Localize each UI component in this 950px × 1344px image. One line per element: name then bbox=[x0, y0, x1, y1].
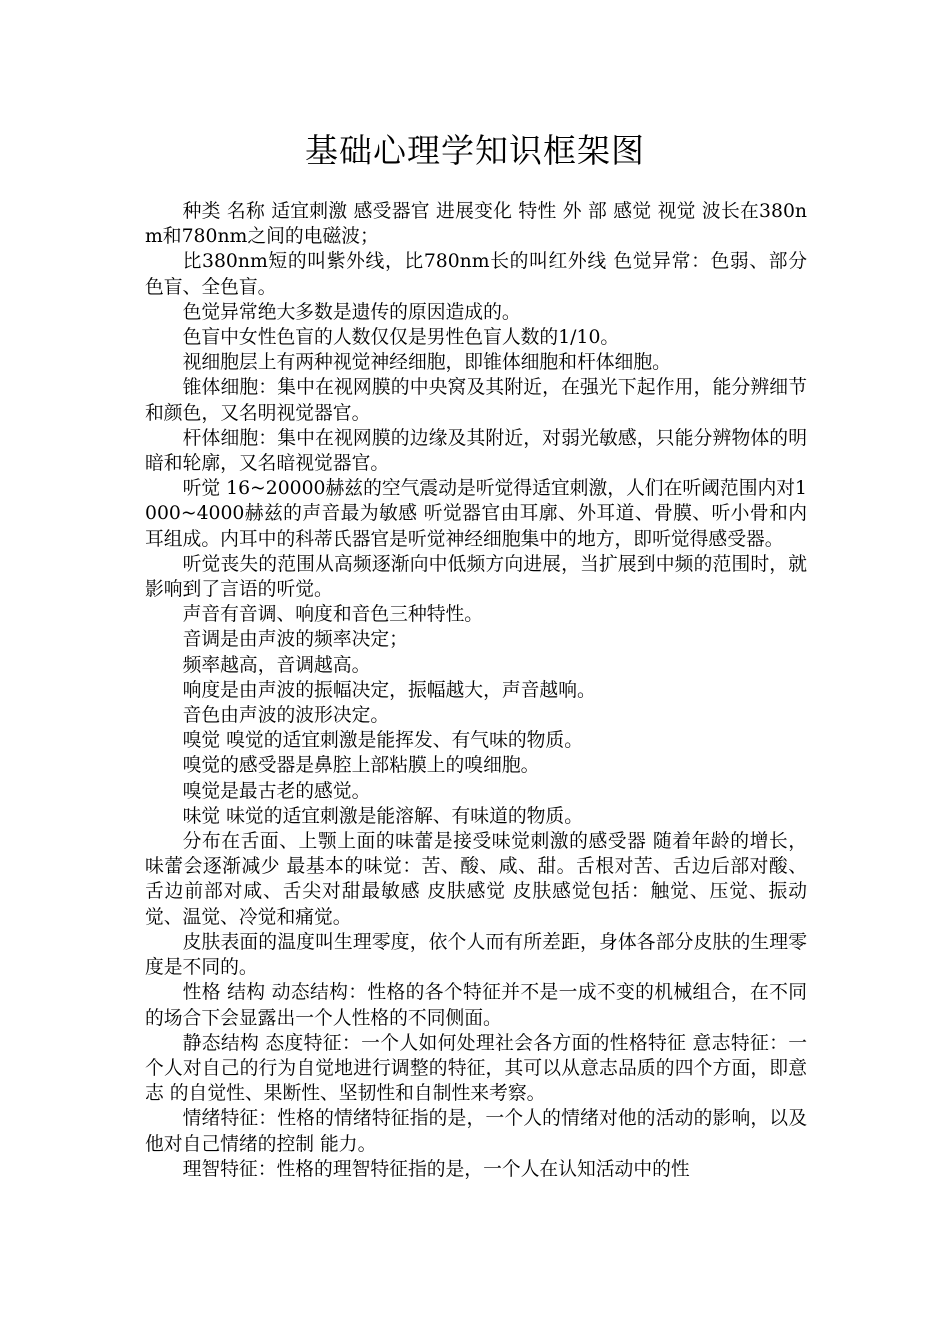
paragraph-7: 杆体细胞：集中在视网膜的边缘及其附近，对弱光敏感，只能分辨物体的明暗和轮廓，又名暗视觉器官。 bbox=[145, 427, 807, 475]
document-body bbox=[145, 199, 807, 1182]
page-title: 基础心理学知识框架图 bbox=[305, 131, 645, 170]
paragraph-22: 静态结构 态度特征：一个人如何处理社会各方面的性格特征 意志特征：一个人对自己的行为自觉地进行调整的特征，其可以从意志品质的四个方面，即意志 的自觉性、果断性、坚韧性和自制性来考察。 bbox=[145, 1032, 807, 1105]
paragraph-16: 嗅觉的感受器是鼻腔上部粘膜上的嗅细胞。 bbox=[182, 755, 540, 777]
paragraph-11: 音调是由声波的频率决定； bbox=[182, 629, 408, 651]
paragraph-8: 听觉 16~20000赫兹的空气震动是听觉得适宜刺激，人们在听阈范围内对1000~4000赫兹的声音最为敏感 听觉器官由耳廓、外耳道、骨膜、听小骨和内耳组成。内耳中的科蒂氏器官是听觉神经细胞集中的地方，即听觉得感受器。 bbox=[145, 478, 807, 550]
paragraph-5: 视细胞层上有两种视觉神经细胞，即锥体细胞和杆体细胞。 bbox=[182, 352, 671, 374]
paragraph-4: 色盲中女性色盲的人数仅仅是男性色盲人数的1/10。 bbox=[182, 327, 620, 349]
paragraph-1: 种类 名称 适宜刺激 感受器官 进展变化 特性 外 部 感觉 视觉 波长在380nm和780nm之间的电磁波； bbox=[145, 201, 807, 248]
paragraph-23: 情绪特征：性格的情绪特征指的是，一个人的情绪对他的活动的影响，以及他对自己情绪的控制 能力。 bbox=[145, 1108, 807, 1155]
paragraph-19: 分布在舌面、上颚上面的味蕾是接受味觉刺激的感受器 随着年龄的增长，味蕾会逐渐减少 最基本的味觉：苦、酸、咸、甜。舌根对苦、舌边后部对酸、舌边前部对咸、舌尖对甜最敏感 皮肤感觉 皮肤感觉包括：触觉、压觉、振动觉、温觉、冷觉和痛觉。 bbox=[145, 831, 807, 928]
paragraph-24: 理智特征：性格的理智特征指的是，一个人在认知活动中的性 bbox=[182, 1158, 690, 1180]
paragraph-9: 听觉丧失的范围从高频逐渐向中低频方向进展，当扩展到中频的范围时，就影响到了言语的听觉。 bbox=[145, 553, 807, 601]
paragraph-18: 味觉 味觉的适宜刺激是能溶解、有味道的物质。 bbox=[182, 805, 583, 827]
paragraph-14: 音色由声波的波形决定。 bbox=[182, 705, 390, 727]
paragraph-3: 色觉异常绝大多数是遗传的原因造成的。 bbox=[182, 301, 521, 323]
paragraph-13: 响度是由声波的振幅决定，振幅越大，声音越响。 bbox=[182, 679, 596, 701]
paragraph-21: 性格 结构 动态结构：性格的各个特征并不是一成不变的机械组合，在不同的场合下会显露出一个人性格的不同侧面。 bbox=[145, 982, 807, 1029]
paragraph-2: 比380nm短的叫紫外线，比780nm长的叫红外线 色觉异常：色弱、部分色盲、全色盲。 bbox=[145, 251, 807, 298]
paragraph-20: 皮肤表面的温度叫生理零度，依个人而有所差距，身体各部分皮肤的生理零度是不同的。 bbox=[145, 931, 807, 979]
paragraph-10: 声音有音调、响度和音色三种特性。 bbox=[182, 604, 484, 626]
paragraph-17: 嗅觉是最古老的感觉。 bbox=[182, 780, 371, 802]
paragraph-6: 锥体细胞：集中在视网膜的中央窝及其附近，在强光下起作用，能分辨细节和颜色，又名明视觉器官。 bbox=[145, 377, 807, 424]
paragraph-15: 嗅觉 嗅觉的适宜刺激是能挥发、有气味的物质。 bbox=[182, 730, 583, 752]
paragraph-12: 频率越高，音调越高。 bbox=[182, 654, 371, 676]
